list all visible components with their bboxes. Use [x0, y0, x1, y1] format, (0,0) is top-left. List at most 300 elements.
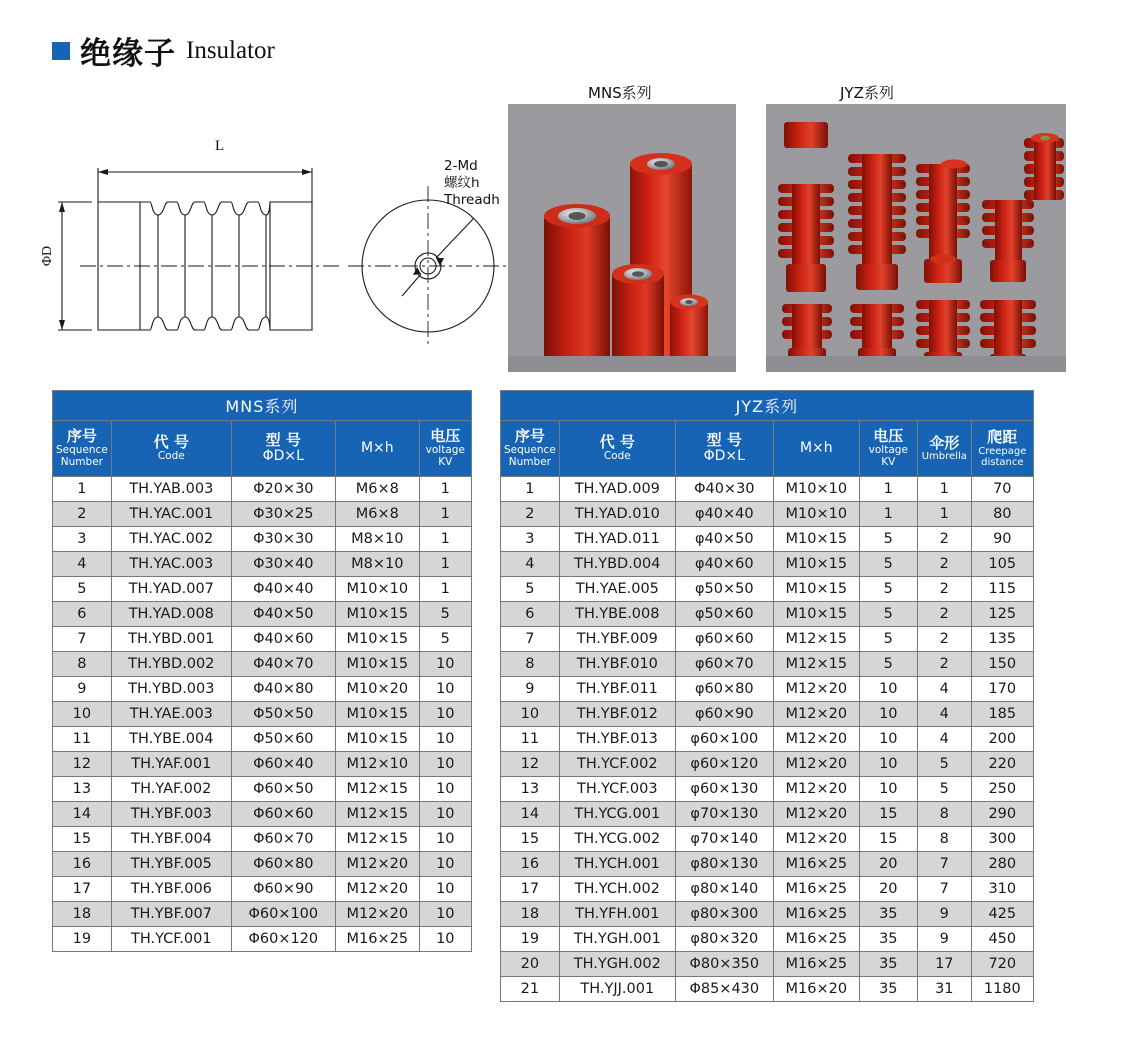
table-cell: 2 [917, 527, 971, 552]
table-cell: Φ60×120 [231, 927, 335, 952]
table-cell: M12×15 [335, 802, 419, 827]
table-cell: 2 [501, 502, 560, 527]
table-cell: Φ40×30 [675, 477, 773, 502]
table-cell: 15 [859, 802, 917, 827]
table-cell: TH.YGH.001 [559, 927, 675, 952]
table-cell: TH.YGH.002 [559, 952, 675, 977]
table-cell: M10×10 [335, 577, 419, 602]
jyz-spec-table-wrap [500, 390, 1034, 1002]
table-cell: M10×10 [773, 502, 859, 527]
table-cell: Φ60×100 [231, 902, 335, 927]
table-cell: M10×15 [773, 602, 859, 627]
table-cell: 250 [971, 777, 1033, 802]
table-cell: 2 [917, 552, 971, 577]
table-cell: 10 [419, 677, 471, 702]
table-cell: 5 [917, 752, 971, 777]
table-cell: 450 [971, 927, 1033, 952]
table-cell: Φ30×40 [231, 552, 335, 577]
table-cell: TH.YCF.001 [111, 927, 231, 952]
table-cell: M10×15 [773, 577, 859, 602]
table-row [501, 502, 1034, 527]
table-row [501, 677, 1034, 702]
table-cell: 10 [419, 852, 471, 877]
table-cell: 185 [971, 702, 1033, 727]
mns-series-photo [508, 104, 736, 372]
table-row [53, 627, 472, 652]
table-cell: M8×10 [335, 527, 419, 552]
table-cell: 10 [419, 652, 471, 677]
table-cell: TH.YBD.002 [111, 652, 231, 677]
table-cell: Φ40×80 [231, 677, 335, 702]
table-cell: 8 [501, 652, 560, 677]
table-cell: Φ30×25 [231, 502, 335, 527]
table-cell: TH.YAF.001 [111, 752, 231, 777]
table-cell: M12×15 [773, 627, 859, 652]
table-row [501, 577, 1034, 602]
table-cell: TH.YAC.001 [111, 502, 231, 527]
table-cell: 10 [859, 727, 917, 752]
table-cell: 6 [53, 602, 112, 627]
jyz-table-caption: JYZ系列 [501, 391, 1034, 421]
table-cell: M12×20 [773, 777, 859, 802]
table-cell: Φ80×350 [675, 952, 773, 977]
page-title [52, 28, 275, 73]
table-cell: 1 [917, 477, 971, 502]
dim-label-diameter: ΦD [40, 245, 56, 267]
table-cell: φ60×100 [675, 727, 773, 752]
table-cell: 4 [53, 552, 112, 577]
table-cell: 4 [501, 552, 560, 577]
table-cell: TH.YBF.011 [559, 677, 675, 702]
table-row [53, 702, 472, 727]
table-cell: 19 [501, 927, 560, 952]
table-cell: 4 [917, 677, 971, 702]
thread-note-line1: 2-Md [444, 158, 478, 174]
table-row [53, 577, 472, 602]
table-row [501, 777, 1034, 802]
table-cell: 8 [917, 827, 971, 852]
page-title-en: Insulator [186, 36, 275, 64]
table-cell: TH.YFH.001 [559, 902, 675, 927]
mns-col-mh: M×h [335, 421, 419, 477]
table-cell: 425 [971, 902, 1033, 927]
table-cell: φ40×50 [675, 527, 773, 552]
table-row [501, 702, 1034, 727]
table-cell: Φ40×70 [231, 652, 335, 677]
table-cell: 1 [859, 477, 917, 502]
table-row [53, 852, 472, 877]
table-row [53, 827, 472, 852]
table-cell: 10 [419, 802, 471, 827]
table-cell: M10×20 [335, 677, 419, 702]
table-cell: φ60×120 [675, 752, 773, 777]
table-cell: 220 [971, 752, 1033, 777]
table-cell: M16×25 [773, 927, 859, 952]
table-cell: 105 [971, 552, 1033, 577]
table-cell: 1 [859, 502, 917, 527]
table-cell: Φ60×50 [231, 777, 335, 802]
table-cell: 10 [53, 702, 112, 727]
table-cell: TH.YBE.008 [559, 602, 675, 627]
table-cell: Φ60×60 [231, 802, 335, 827]
table-cell: 135 [971, 627, 1033, 652]
table-cell: 11 [501, 727, 560, 752]
table-cell: 10 [419, 752, 471, 777]
table-cell: 170 [971, 677, 1033, 702]
table-cell: φ60×70 [675, 652, 773, 677]
table-cell: 5 [859, 602, 917, 627]
table-cell: M12×20 [773, 677, 859, 702]
table-cell: M6×8 [335, 477, 419, 502]
table-row [53, 877, 472, 902]
table-cell: 10 [419, 827, 471, 852]
table-cell: TH.YBE.004 [111, 727, 231, 752]
jyz-col-code: 代 号 Code [559, 421, 675, 477]
table-cell: TH.YBF.005 [111, 852, 231, 877]
table-row [501, 802, 1034, 827]
table-cell: TH.YBF.012 [559, 702, 675, 727]
table-cell: Φ30×30 [231, 527, 335, 552]
table-cell: 35 [859, 927, 917, 952]
table-cell: φ80×130 [675, 852, 773, 877]
table-cell: 10 [419, 927, 471, 952]
table-row [501, 527, 1034, 552]
table-cell: 5 [419, 602, 471, 627]
table-cell: 15 [53, 827, 112, 852]
table-row [501, 977, 1034, 1002]
table-cell: 8 [53, 652, 112, 677]
table-cell: M10×15 [335, 652, 419, 677]
table-cell: TH.YJJ.001 [559, 977, 675, 1002]
table-cell: 21 [501, 977, 560, 1002]
table-row [501, 827, 1034, 852]
table-cell: 5 [419, 627, 471, 652]
table-row [501, 552, 1034, 577]
table-cell: Φ20×30 [231, 477, 335, 502]
table-row [53, 927, 472, 952]
table-cell: 15 [859, 827, 917, 852]
table-cell: Φ60×40 [231, 752, 335, 777]
table-cell: M12×15 [335, 777, 419, 802]
table-cell: φ60×130 [675, 777, 773, 802]
table-cell: 10 [859, 677, 917, 702]
table-cell: M16×25 [335, 927, 419, 952]
table-cell: Φ50×60 [231, 727, 335, 752]
table-cell: φ70×140 [675, 827, 773, 852]
table-cell: TH.YAE.005 [559, 577, 675, 602]
table-cell: TH.YAD.007 [111, 577, 231, 602]
table-cell: 15 [501, 827, 560, 852]
table-cell: TH.YBF.003 [111, 802, 231, 827]
table-cell: TH.YBF.010 [559, 652, 675, 677]
table-cell: 1 [917, 502, 971, 527]
table-cell: 1 [419, 577, 471, 602]
table-row [53, 902, 472, 927]
table-cell: 18 [501, 902, 560, 927]
table-cell: 20 [859, 852, 917, 877]
table-cell: 3 [501, 527, 560, 552]
table-cell: 17 [917, 952, 971, 977]
mns-col-type: 型 号 ΦD×L [231, 421, 335, 477]
mns-col-voltage: 电压 voltage KV [419, 421, 471, 477]
table-cell: TH.YAB.003 [111, 477, 231, 502]
table-cell: TH.YBD.003 [111, 677, 231, 702]
table-cell: φ60×90 [675, 702, 773, 727]
table-cell: 6 [501, 602, 560, 627]
table-cell: φ80×140 [675, 877, 773, 902]
table-cell: 8 [917, 802, 971, 827]
table-cell: 720 [971, 952, 1033, 977]
table-row [501, 902, 1034, 927]
table-cell: 300 [971, 827, 1033, 852]
table-cell: 7 [53, 627, 112, 652]
table-row [501, 852, 1034, 877]
table-cell: 9 [917, 902, 971, 927]
table-row [53, 802, 472, 827]
table-cell: M16×20 [773, 977, 859, 1002]
table-cell: 150 [971, 652, 1033, 677]
table-cell: Φ60×80 [231, 852, 335, 877]
table-cell: 7 [917, 877, 971, 902]
table-row [501, 877, 1034, 902]
mns-col-sequence: 序号 Sequence Number [53, 421, 112, 477]
table-cell: 18 [53, 902, 112, 927]
table-cell: TH.YAF.002 [111, 777, 231, 802]
table-cell: 7 [501, 627, 560, 652]
table-cell: 280 [971, 852, 1033, 877]
table-cell: 14 [501, 802, 560, 827]
table-cell: TH.YBF.007 [111, 902, 231, 927]
mns-table-caption: MNS系列 [53, 391, 472, 421]
table-cell: 10 [419, 902, 471, 927]
table-row [501, 727, 1034, 752]
table-cell: 4 [917, 727, 971, 752]
table-cell: 10 [859, 702, 917, 727]
table-cell: 10 [859, 777, 917, 802]
table-cell: 2 [917, 652, 971, 677]
table-cell: TH.YBD.001 [111, 627, 231, 652]
table-cell: M12×20 [773, 752, 859, 777]
table-cell: TH.YCF.002 [559, 752, 675, 777]
table-cell: φ80×300 [675, 902, 773, 927]
table-cell: TH.YCG.001 [559, 802, 675, 827]
table-cell: 5 [859, 652, 917, 677]
mns-photo-label: MNS系列 [588, 84, 652, 102]
table-cell: 5 [917, 777, 971, 802]
table-cell: TH.YCG.002 [559, 827, 675, 852]
table-cell: M12×15 [773, 652, 859, 677]
table-cell: 2 [53, 502, 112, 527]
table-row [53, 602, 472, 627]
table-cell: TH.YAC.003 [111, 552, 231, 577]
table-cell: M10×15 [773, 527, 859, 552]
table-cell: M12×15 [335, 827, 419, 852]
table-cell: M12×20 [773, 727, 859, 752]
table-cell: 20 [859, 877, 917, 902]
table-cell: 35 [859, 977, 917, 1002]
table-row [53, 777, 472, 802]
table-cell: 2 [917, 602, 971, 627]
table-cell: Φ40×60 [231, 627, 335, 652]
jyz-series-photo [766, 104, 1066, 372]
jyz-col-type: 型 号 ΦD×L [675, 421, 773, 477]
table-cell: M12×20 [773, 827, 859, 852]
table-cell: Φ85×430 [675, 977, 773, 1002]
table-cell: M12×20 [335, 877, 419, 902]
mns-spec-table-wrap [52, 390, 472, 952]
table-cell: 290 [971, 802, 1033, 827]
table-cell: 10 [419, 727, 471, 752]
mns-col-code: 代 号 Code [111, 421, 231, 477]
table-cell: TH.YAD.011 [559, 527, 675, 552]
table-cell: Φ60×70 [231, 827, 335, 852]
table-cell: φ60×60 [675, 627, 773, 652]
table-cell: 1 [419, 502, 471, 527]
table-cell: TH.YBD.004 [559, 552, 675, 577]
table-cell: 13 [501, 777, 560, 802]
table-cell: 3 [53, 527, 112, 552]
table-cell: 5 [859, 577, 917, 602]
table-cell: M12×10 [335, 752, 419, 777]
table-cell: 10 [859, 752, 917, 777]
mns-spec-table [52, 390, 472, 952]
table-cell: M10×15 [335, 702, 419, 727]
table-cell: TH.YBF.013 [559, 727, 675, 752]
table-row [53, 477, 472, 502]
table-cell: 200 [971, 727, 1033, 752]
table-cell: 310 [971, 877, 1033, 902]
table-cell: M12×20 [335, 902, 419, 927]
jyz-photo-label: JYZ系列 [840, 84, 894, 102]
table-row [501, 627, 1034, 652]
table-cell: 125 [971, 602, 1033, 627]
table-cell: M16×25 [773, 902, 859, 927]
table-cell: 7 [917, 852, 971, 877]
table-cell: 70 [971, 477, 1033, 502]
table-cell: 9 [501, 677, 560, 702]
table-row [501, 602, 1034, 627]
table-cell: 10 [501, 702, 560, 727]
table-row [501, 652, 1034, 677]
table-row [53, 552, 472, 577]
table-cell: 35 [859, 952, 917, 977]
mns-table-body [53, 477, 472, 952]
table-cell: φ40×60 [675, 552, 773, 577]
table-cell: Φ50×50 [231, 702, 335, 727]
table-cell: 115 [971, 577, 1033, 602]
table-row [53, 502, 472, 527]
table-cell: M8×10 [335, 552, 419, 577]
table-cell: 14 [53, 802, 112, 827]
table-cell: Φ40×40 [231, 577, 335, 602]
thread-note [444, 158, 500, 209]
table-cell: 1180 [971, 977, 1033, 1002]
technical-drawing [40, 120, 500, 370]
table-row [53, 527, 472, 552]
table-cell: M10×15 [335, 727, 419, 752]
table-cell: Φ40×50 [231, 602, 335, 627]
table-cell: TH.YAC.002 [111, 527, 231, 552]
table-cell: M16×25 [773, 952, 859, 977]
table-row [501, 927, 1034, 952]
table-row [501, 752, 1034, 777]
jyz-col-creepage: 爬距 Creepage distance [971, 421, 1033, 477]
table-row [53, 752, 472, 777]
table-cell: 5 [859, 627, 917, 652]
jyz-table-body [501, 477, 1034, 1002]
table-row [501, 952, 1034, 977]
table-cell: 10 [419, 877, 471, 902]
dim-label-length: L [215, 138, 225, 154]
table-cell: TH.YCF.003 [559, 777, 675, 802]
table-cell: TH.YBF.006 [111, 877, 231, 902]
table-cell: 31 [917, 977, 971, 1002]
table-cell: 13 [53, 777, 112, 802]
table-cell: 1 [53, 477, 112, 502]
table-cell: 1 [419, 477, 471, 502]
table-cell: M12×20 [773, 702, 859, 727]
table-row [53, 652, 472, 677]
table-cell: M6×8 [335, 502, 419, 527]
table-cell: 35 [859, 902, 917, 927]
thread-note-line2: 螺纹h [444, 174, 480, 191]
table-cell: M16×25 [773, 852, 859, 877]
table-cell: φ60×80 [675, 677, 773, 702]
table-cell: TH.YCH.001 [559, 852, 675, 877]
table-cell: 16 [53, 852, 112, 877]
table-cell: TH.YAD.008 [111, 602, 231, 627]
table-cell: TH.YBF.009 [559, 627, 675, 652]
table-cell: 10 [419, 777, 471, 802]
table-cell: φ70×130 [675, 802, 773, 827]
table-cell: φ40×40 [675, 502, 773, 527]
table-cell: φ80×320 [675, 927, 773, 952]
table-cell: 12 [53, 752, 112, 777]
table-cell: 17 [53, 877, 112, 902]
table-cell: 19 [53, 927, 112, 952]
table-cell: TH.YCH.002 [559, 877, 675, 902]
jyz-spec-table [500, 390, 1034, 1002]
table-cell: 12 [501, 752, 560, 777]
table-cell: 5 [859, 552, 917, 577]
jyz-col-umbrella: 伞形 Umbrella [917, 421, 971, 477]
table-cell: 5 [53, 577, 112, 602]
thread-note-line3: Threadh [444, 191, 500, 208]
table-cell: M10×10 [773, 477, 859, 502]
table-cell: 90 [971, 527, 1033, 552]
table-cell: 16 [501, 852, 560, 877]
table-cell: 5 [859, 527, 917, 552]
table-cell: 9 [917, 927, 971, 952]
table-cell: TH.YAD.010 [559, 502, 675, 527]
table-cell: M10×15 [773, 552, 859, 577]
page-title-cn: 绝缘子 [80, 36, 176, 72]
table-cell: 80 [971, 502, 1033, 527]
table-cell: M10×15 [335, 627, 419, 652]
table-cell: 20 [501, 952, 560, 977]
table-cell: 2 [917, 627, 971, 652]
table-cell: TH.YAD.009 [559, 477, 675, 502]
table-cell: 1 [419, 552, 471, 577]
jyz-col-voltage: 电压 voltage KV [859, 421, 917, 477]
table-row [53, 727, 472, 752]
table-cell: 5 [501, 577, 560, 602]
table-row [501, 477, 1034, 502]
jyz-col-mh: M×h [773, 421, 859, 477]
table-cell: TH.YBF.004 [111, 827, 231, 852]
table-cell: 10 [419, 702, 471, 727]
table-cell: 1 [501, 477, 560, 502]
